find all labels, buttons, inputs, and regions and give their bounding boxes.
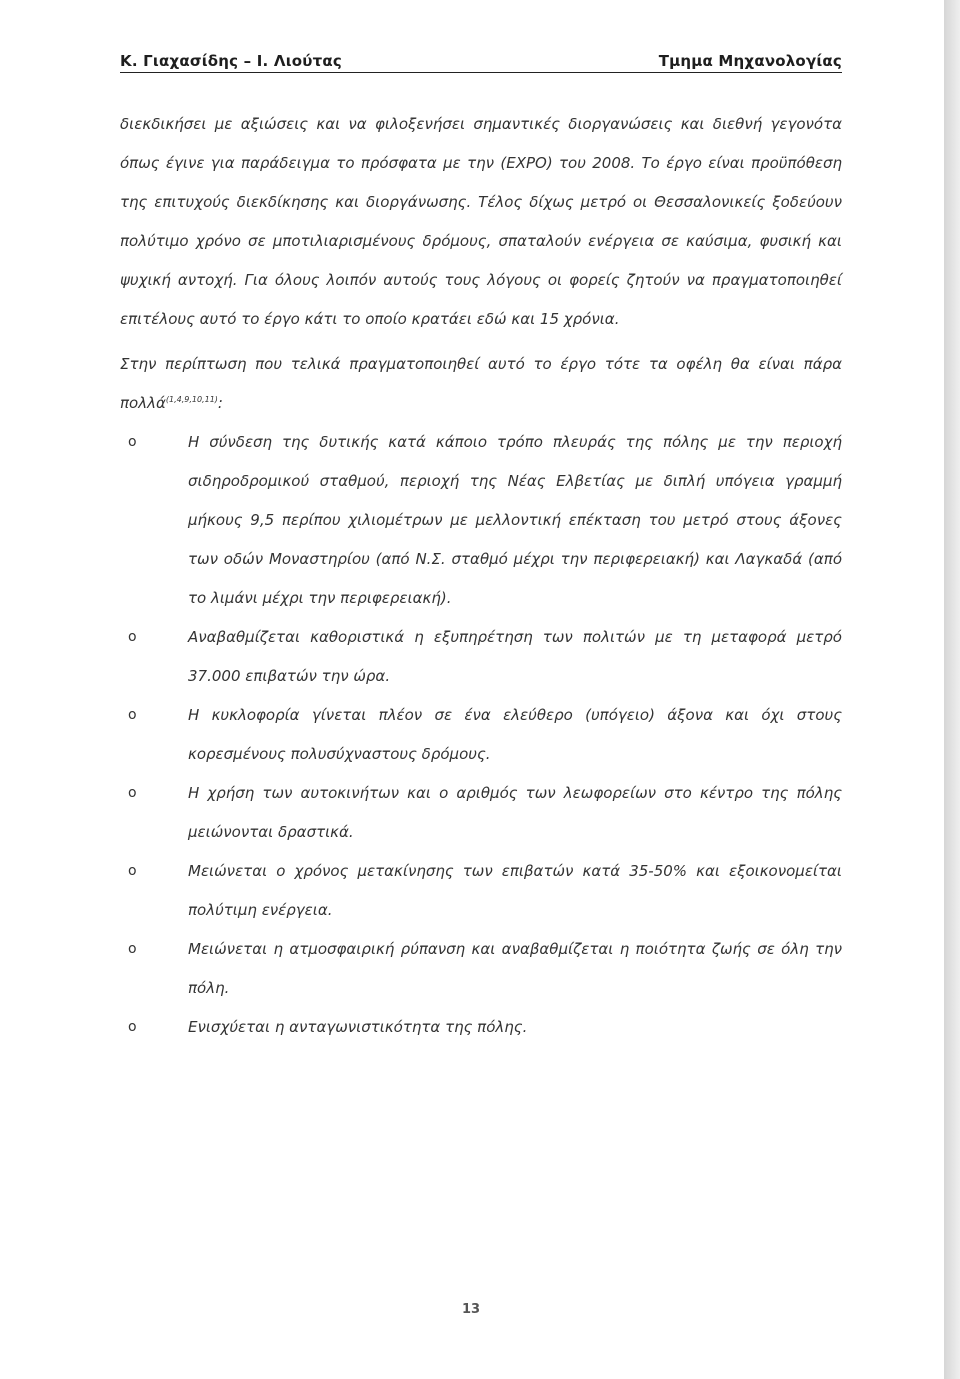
- list-item-text: Μειώνεται ο χρόνος μετακίνησης των επιβατών κατά 35-50% και εξοικονομείται πολύτιμη ενέργεια.: [188, 862, 842, 919]
- bullet-marker: o: [128, 629, 137, 645]
- bullet-marker: o: [128, 863, 137, 879]
- list-item: [120, 774, 842, 852]
- page-number: 13: [462, 1302, 481, 1317]
- list-item: [120, 696, 842, 774]
- list-item: [120, 423, 842, 618]
- bullet-marker: o: [128, 941, 137, 957]
- header-authors: Κ. Γιαχασίδης – Ι. Λιούτας: [120, 52, 342, 70]
- header-department: Τμημα Μηχανολογίας: [658, 52, 842, 70]
- reference-citation: (1,4,9,10,11): [165, 395, 218, 404]
- list-item: [120, 930, 842, 1008]
- benefits-list: [120, 423, 842, 1047]
- bullet-marker: o: [128, 707, 137, 723]
- list-item: [120, 1008, 842, 1047]
- page-edge-shadow: [944, 0, 960, 1379]
- list-item-text: Η κυκλοφορία γίνεται πλέον σε ένα ελεύθερο (υπόγειο) άξονα και όχι στους κορεσμένους πολυσύχναστους δρόμους.: [188, 706, 842, 763]
- paragraph-benefits-intro: διεκδικήσει με αξιώσεις και να φιλοξενήσει σημαντικές διοργανώσεις και διεθνή γεγονότα όπως έγινε για παράδειγμα το πρόσφατα με την (EXPO) του 2008. Το έργο είναι προϋπόθεση της επιτυχούς διεκδίκησης και διοργάνωσης. Τέλος δίχως μετρό οι Θεσσαλονικείς ξοδεύουν πολύτιμο χρόνο σε μποτιλιαρισμένους δρόμους, σπαταλούν ενέργεια σε καύσιμα, φυσική και ψυχική αντοχή. Για όλους λοιπόν αυτούς τους λόγους οι φορείς ζητούν να πραγματοποιηθεί επιτέλους αυτό το έργο κάτι το οποίο κρατάει εδώ και 15 χρόνια.: [120, 115, 842, 328]
- paragraph-lead-suffix: :: [217, 394, 223, 412]
- list-item: [120, 618, 842, 696]
- list-item-text: Ενισχύεται η ανταγωνιστικότητα της πόλης.: [188, 1018, 528, 1036]
- body-text: [120, 105, 842, 1047]
- list-item-text: Η χρήση των αυτοκινήτων και ο αριθμός των λεωφορείων στο κέντρο της πόλης μειώνονται δραστικά.: [188, 784, 842, 841]
- bullet-marker: o: [128, 785, 137, 801]
- running-header: [120, 48, 842, 73]
- paragraph-benefits-lead: [120, 345, 842, 423]
- paragraph-lead-text: Στην περίπτωση που τελικά πραγματοποιηθεί αυτό το έργο τότε τα οφέλη θα είναι πάρα πολλά: [120, 355, 842, 412]
- list-item-text: Αναβαθμίζεται καθοριστικά η εξυπηρέτηση των πολιτών με τη μεταφορά μετρό 37.000 επιβατών την ώρα.: [188, 628, 842, 685]
- bullet-marker: o: [128, 1019, 137, 1035]
- list-item-text: Η σύνδεση της δυτικής κατά κάποιο τρόπο πλευράς της πόλης με την περιοχή σιδηροδρομικού σταθμού, περιοχή της Νέας Ελβετίας με διπλή υπόγεια γραμμή μήκους 9,5 περίπου χιλιομέτρων με μελλοντική επέκταση του μετρό στους άξονες των οδών Μοναστηρίου (από Ν.Σ. σταθμό μέχρι την περιφερειακή) και Λαγκαδά (από το λιμάνι μέχρι την περιφερειακή).: [188, 433, 842, 607]
- list-item: [120, 852, 842, 930]
- list-item-text: Μειώνεται η ατμοσφαιρική ρύπανση και αναβαθμίζεται η ποιότητα ζωής σε όλη την πόλη.: [188, 940, 842, 997]
- bullet-marker: o: [128, 434, 137, 450]
